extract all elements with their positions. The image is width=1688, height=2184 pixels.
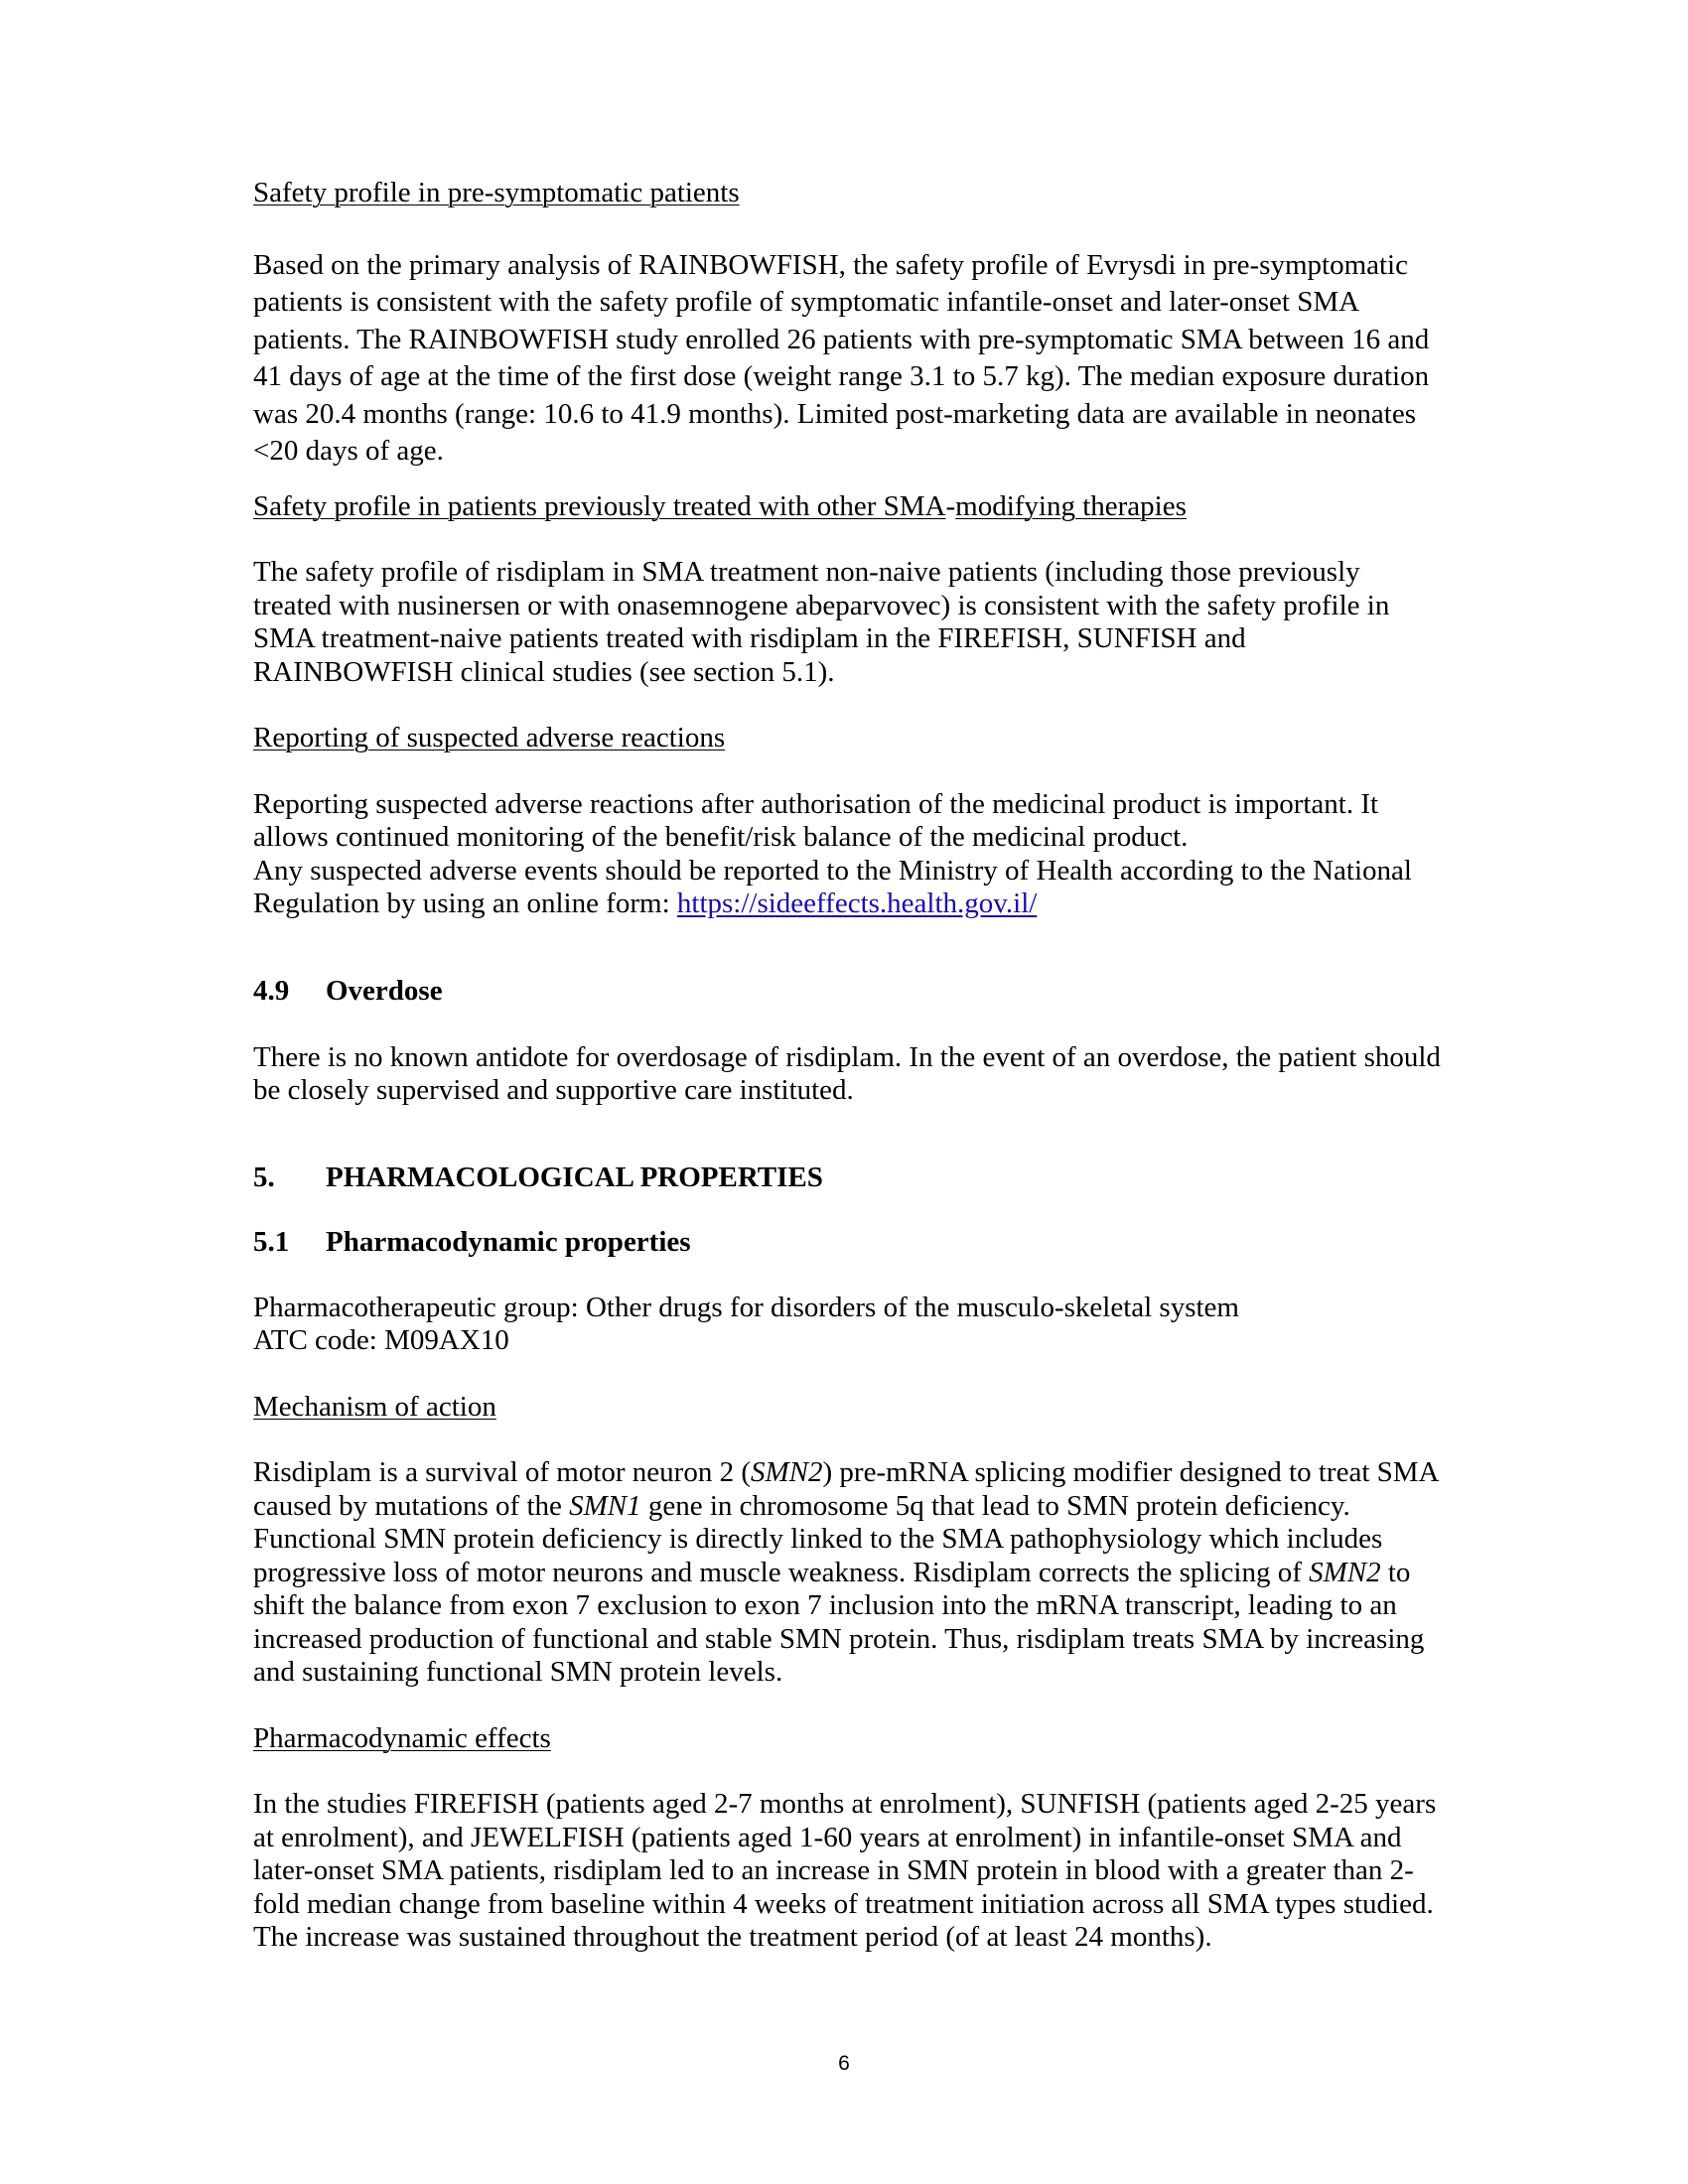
mechanism-text-c: ) pre-mRNA splicing modifier designed to treat SMA caused by mutations of the [253,1456,1438,1522]
sideeffects-link[interactable]: https://sideeffects.health.gov.il/ [676,887,1038,919]
section-number: 4.9 [253,974,290,1007]
heading-previously-treated-part1: Safety profile in patients previously treated with other SMA [253,489,946,522]
paragraph-reporting-1: Reporting suspected adverse reactions after authorisation of the medicinal product is important. It allows continued monitoring of the benefit/risk balance of the medicinal product. [253,787,1379,853]
paragraph-pharmacotherapeutic-group: Pharmacotherapeutic group: Other drugs for disorders of the musculo-skeletal system [253,1291,1239,1323]
heading-safety-presymptomatic: Safety profile in pre-symptomatic patients [253,177,740,208]
section-title: PHARMACOLOGICAL PROPERTIES [326,1160,823,1193]
heading-previously-treated-hyphen: - [945,489,956,522]
section-heading-pharmacodynamic [253,1226,1445,1259]
paragraph-atc-code: ATC code: M09AX10 [253,1324,509,1356]
paragraph-mechanism [253,1456,1445,1690]
heading-pd-effects: Pharmacodynamic effects [253,1721,551,1754]
heading-previously-treated-part2: modifying therapies [955,489,1187,522]
paragraph-safety-previously-treated: The safety profile of risdiplam in SMA treatment non-naive patients (including those previously treated with nusinersen or with onasemnogene abeparvovec) is consistent with the safety profile in SMA treatment-naive patients treated with risdiplam in the FIREFISH, SUNFISH and RAINBOWFISH clinical studies (see section 5.1). [253,556,1390,688]
reporting-text: Any suspected adverse events should be reported to the Ministry of Health according to the National Regulation by using an online form: [253,854,1412,919]
section-number: 5.1 [253,1225,290,1258]
paragraph-overdose: There is no known antidote for overdosage of risdiplam. In the event of an overdose, the patient should be closely supervised and supportive care instituted. [253,1040,1441,1106]
mechanism-text-g: to shift the balance from exon 7 exclusion to exon 7 inclusion into the mRNA transcript, leading to an increased production of functional and stable SMN protein. Thus, risdiplam treats SMA by increasing and sustaining functional SMN protein levels. [253,1556,1425,1688]
heading-mechanism: Mechanism of action [253,1390,496,1423]
paragraph-pd-effects: In the studies FIREFISH (patients aged 2-7 months at enrolment), SUNFISH (patients aged 2-25 years at enrolment), and JEWELFISH (patients aged 1-60 years at enrolment) in infantile-onset SMA and later-onset SMA patients, risdiplam led to an increase in SMN protein in blood with a greater than 2-fold median change from baseline within 4 weeks of treatment initiation across all SMA types studied. The increase was sustained throughout the treatment period (of at least 24 months). [253,1788,1437,1953]
gene-smn1: SMN1 [569,1489,641,1522]
section-heading-pharmacological [253,1161,1445,1194]
heading-safety-previously-treated [253,490,1445,524]
page-content [253,177,1445,1955]
heading-reporting: Reporting of suspected adverse reactions [253,722,726,753]
gene-smn2: SMN2 [1309,1556,1381,1588]
mechanism-text-a: Risdiplam is a survival of motor neuron 2 ( [253,1456,751,1488]
mechanism-text-e: gene in chromosome 5q that lead to SMN protein deficiency. Functional SMN protein deficiency is directly linked to the SMA pathophysiology which includes progressive loss of motor neurons and muscle weakness. Risdiplam corrects the splicing of [253,1489,1383,1588]
section-heading-overdose [253,975,1445,1008]
section-title: Overdose [326,974,443,1007]
gene-smn2: SMN2 [751,1456,823,1488]
section-title: Pharmacodynamic properties [326,1225,691,1258]
paragraph-safety-presymptomatic: Based on the primary analysis of RAINBOWFISH, the safety profile of Evrysdi in pre-symptomatic patients is consistent with the safety profile of symptomatic infantile-onset and later-onset SMA patients. The RAINBOWFISH study enrolled 26 patients with pre-symptomatic SMA between 16 and 41 days of age at the time of the first dose (weight range 3.1 to 5.7 kg). The median exposure duration was 20.4 months (range: 10.6 to 41.9 months). Limited post-marketing data are available in neonates <20 days of age. [253,248,1430,467]
paragraph-reporting-2 [253,855,1445,921]
page-number: 6 [838,2052,850,2075]
section-number: 5. [253,1160,275,1193]
